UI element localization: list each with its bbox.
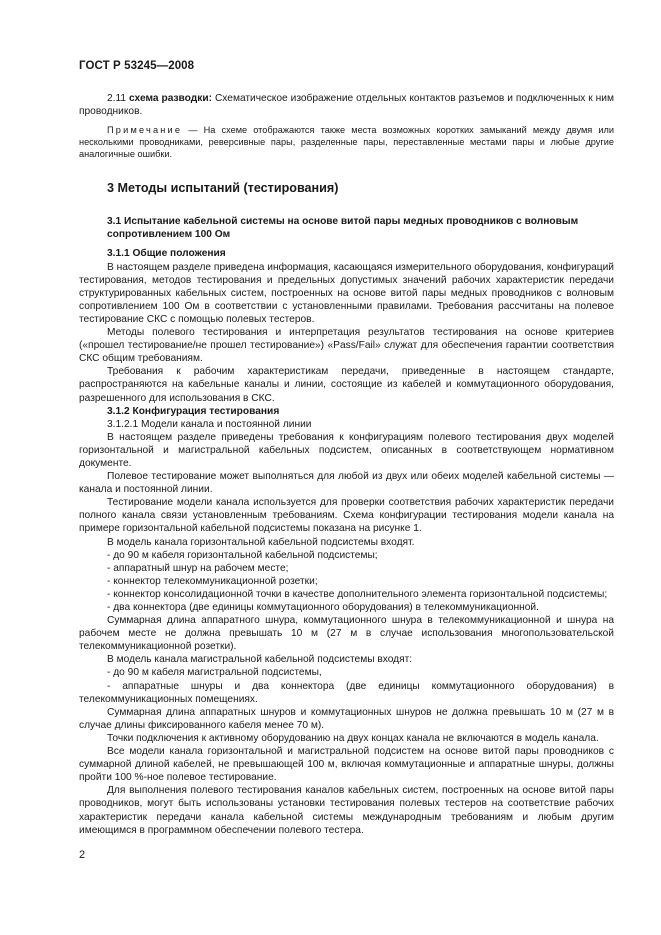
paragraph: В настоящем разделе приведена информация, касающаяся измерительного оборудования, конфигураций тестирования, методов тестирования и предельных допустимых значений рабочих характеристик передачи структурированных кабельных систем, построенных на основе витой пары медных проводников с волновым сопротивлением 100 Ом в соответствии с установленными правилами. Требования рассчитаны на полевое тестирование СКС с помощью полевых тестеров. (79, 261, 614, 325)
paragraph: Полевое тестирование может выполняться для любой из двух или обеих моделей кабельной системы — канала и постоянной линии. (79, 471, 614, 496)
section-3-title: 3 Методы испытаний (тестирования) (107, 181, 339, 196)
list-item: - два коннектора (две единицы коммутационного оборудования) в телекоммуникационной. (107, 602, 539, 613)
paragraph: В настоящем разделе приведены требования к конфигурациям полевого тестирования двух моделей горизонтальной и магистральной кабельных подсистем, описанных в соответствующем нормативном документе. (79, 431, 614, 469)
paragraph: Все модели канала горизонтальной и магистральной подсистем на основе витой пары проводников с суммарной длиной кабелей, не превышающей 100 м, включая коммутационные и аппаратные шнуры, должны пройти 100 %-ное полевое тестирование. (79, 746, 614, 784)
list-item: - до 90 м кабеля магистральной подсистемы, (107, 667, 322, 679)
note-text: — На схеме отображаются также места возможных коротких замыканий между двумя или несколькими проводниками, реверсивные пары, разделенные пары, переставленные местами пары и любые другие аналогичные ошибки. (79, 125, 614, 160)
list-item: - коннектор телекоммуникационной розетки; (107, 575, 318, 587)
paragraph: Методы полевого тестирования и интерпретация результатов тестирования на основе критериев («прошел тестирование/не прошел тестирование») «Pass/Fail» служат для обеспечения гарантии соответствия СКС общим требованиям. (79, 327, 614, 365)
paragraph: Требования к рабочим характеристикам передачи, приведенные в настоящем стандарте, распространяются на кабельные каналы и линии, состоящие из кабелей и коммутационного оборудования, разрешенного для использования в СКС. (79, 366, 614, 404)
document-body (79, 92, 614, 837)
subsection-3-1-title: 3.1 Испытание кабельной системы на основе витой пары медных проводников с волновым сопротивлением 100 Ом (107, 216, 579, 241)
paragraph: Суммарная длина аппаратных шнуров и коммутационных шнуров не должна превышать 10 м (27 м в случае длины фиксированного кабеля менее 70 м). (79, 706, 614, 731)
definition-number: 2.11 (107, 93, 127, 104)
paragraph: В модель канала магистральной кабельной подсистемы входят: (107, 654, 413, 666)
note-paragraph (79, 124, 614, 160)
subsection-3-1-1-title: 3.1.1 Общие положения (107, 248, 226, 260)
paragraph: В модель канала горизонтальной кабельной подсистемы входят. (107, 536, 415, 548)
subsection-3-1-2-1-title: 3.1.2.1 Модели канала и постоянной линии (107, 418, 312, 430)
list-item: - аппаратный шнур на рабочем месте; (107, 562, 289, 574)
paragraph: Тестирование модели канала используется для проверки соответствия рабочих характеристик передачи полного канала связи установленным требованиям. Схема конфигурации тестирования модели канала на примере горизонтальной кабельной подсистемы показана на рисунке 1. (79, 497, 614, 535)
list-item: - до 90 м кабеля горизонтальной кабельной подсистемы; (107, 549, 378, 561)
paragraph: Для выполнения полевого тестирования каналов кабельных систем, построенных на основе витой пары проводников, могут быть использованы установки тестирования полевых тестеров на соответствие рабочих характеристик передачи канала кабельной системы международным требованиям и любым другим имеющимся в программном обеспечении полевого тестера. (79, 785, 614, 836)
document-code-header: ГОСТ Р 53245—2008 (79, 60, 195, 72)
list-item: - коннектор консолидационной точки в качестве дополнительного элемента горизонтальной подсистемы; (107, 588, 608, 600)
page-number: 2 (79, 849, 86, 861)
definition-2-11 (79, 92, 614, 118)
note-label: Примечание (107, 125, 183, 136)
definition-text: Схематическое изображение отдельных контактов разъемов и подключенных к ним проводников. (79, 93, 614, 118)
subsection-3-1-2-title: 3.1.2 Конфигурация тестирования (107, 405, 280, 417)
definition-term: схема разводки: (129, 93, 212, 104)
paragraph: Суммарная длина аппаратного шнура, коммутационного шнура в телекоммуникационной и шнура на рабочем месте не должна превышать 10 м (27 м в случае использования многопользовательской телекоммуникационной розетки). (79, 615, 614, 653)
paragraph: Точки подключения к активному оборудованию на двух концах канала не включаются в модель канала. (107, 732, 599, 744)
list-item: - аппаратные шнуры и два коннектора (две единицы коммутационного оборудования) в телекоммуникационных помещениях. (79, 680, 614, 705)
